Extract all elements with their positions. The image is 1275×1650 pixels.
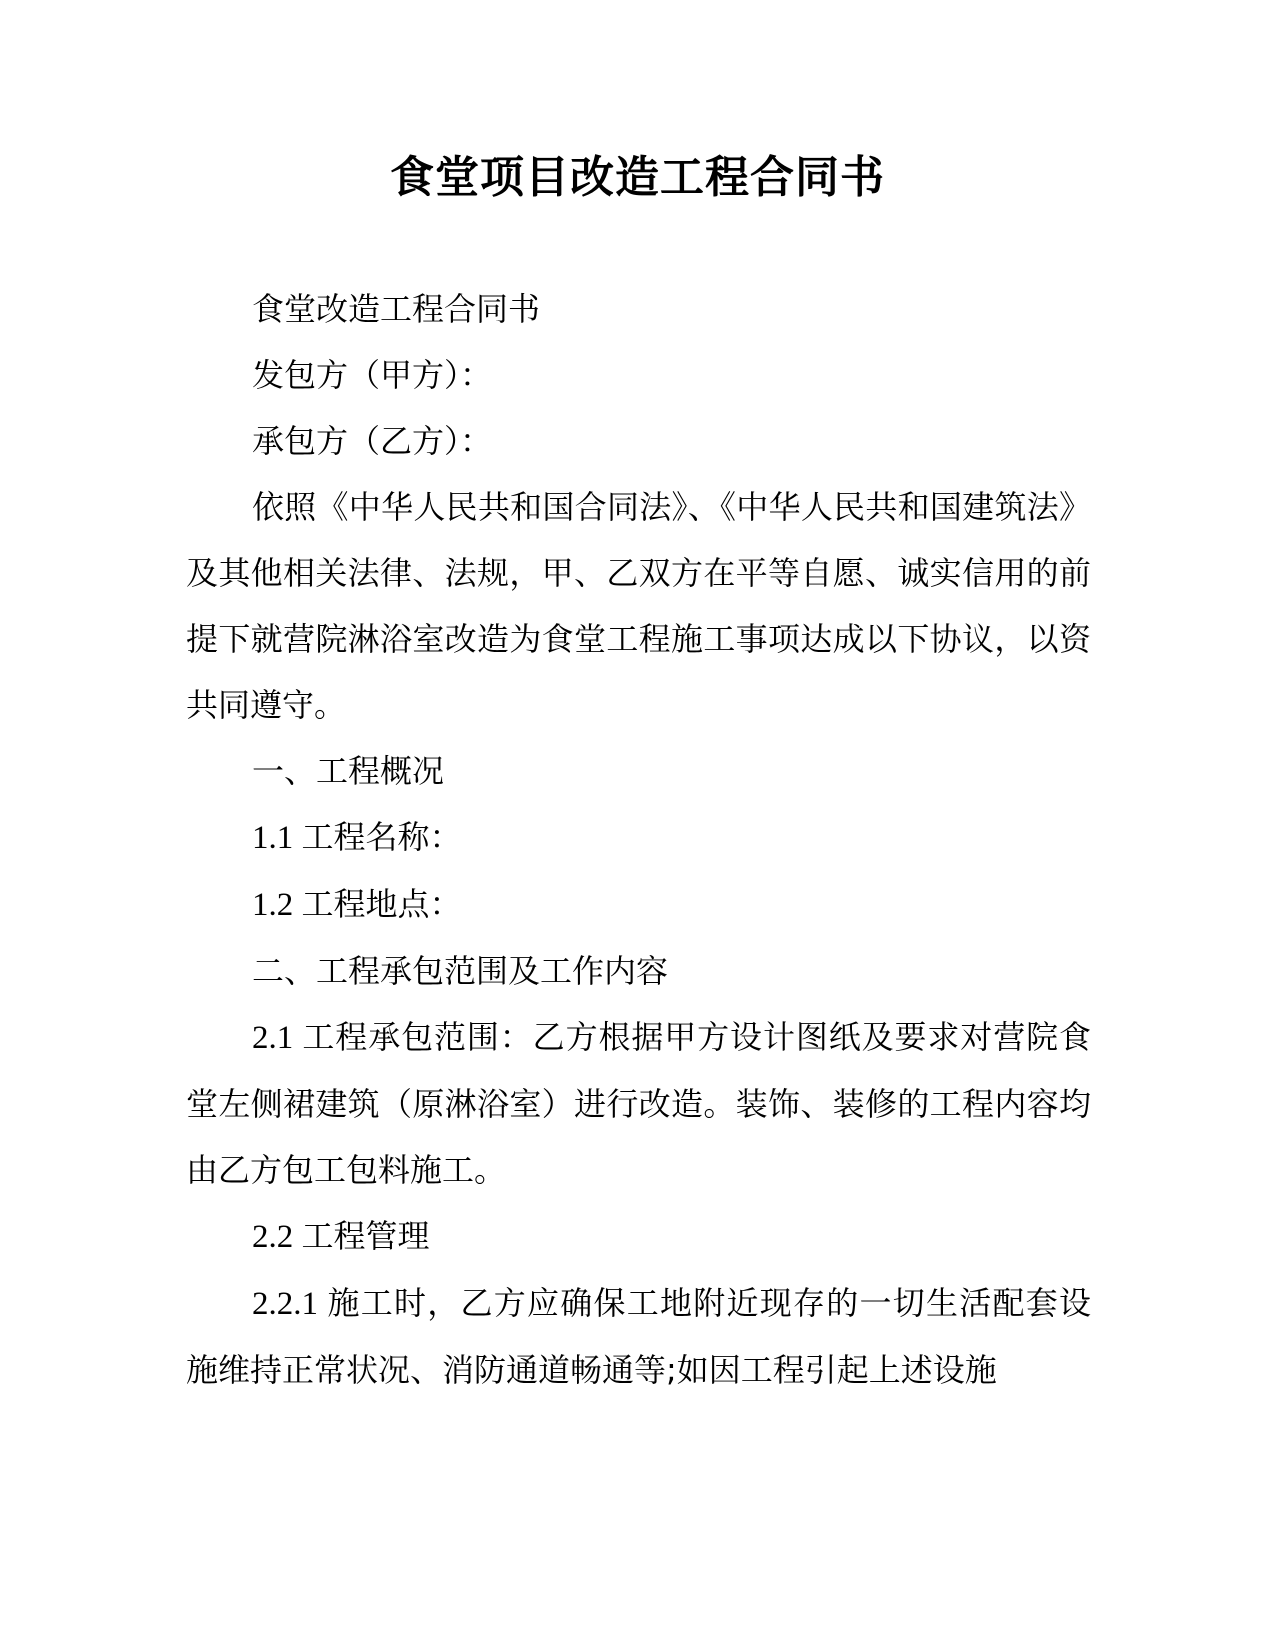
clause-1-2	[186, 871, 1091, 938]
clause-number: 1.2	[252, 887, 302, 923]
clause-2-2	[186, 1203, 1091, 1270]
subtitle-paragraph	[186, 276, 1091, 342]
clause-text: 工程管理	[301, 1217, 430, 1255]
section-heading-1	[186, 738, 1091, 804]
party-a-text: 发包方（甲方）：	[252, 356, 493, 394]
clause-number: 2.2.1	[252, 1286, 328, 1322]
clause-number: 1.1	[252, 820, 302, 856]
clause-number: 2.1	[252, 1020, 303, 1056]
section-2-text: 二、工程承包范围及工作内容	[252, 952, 669, 990]
party-a-line	[186, 342, 1091, 408]
clause-text: 工程承包范围：乙方根据甲方设计图纸及要求对营院食堂左侧裙建筑（原淋浴室）进行改造。装饰、装修的工程内容均由乙方包工包料施工。	[186, 1018, 1091, 1189]
clause-text: 工程地点：	[301, 885, 462, 923]
party-b-text: 承包方（乙方）：	[252, 422, 493, 460]
subtitle-text: 食堂改造工程合同书	[252, 290, 541, 328]
clause-1-1	[186, 804, 1091, 871]
document-body	[186, 276, 1091, 1403]
clause-text: 工程名称：	[301, 818, 462, 856]
clause-2-2-1	[186, 1270, 1091, 1403]
section-1-text: 一、工程概况	[252, 752, 445, 790]
clause-2-1	[186, 1004, 1091, 1203]
clause-number: 2.2	[252, 1219, 302, 1255]
document-title: 食堂项目改造工程合同书	[390, 152, 885, 203]
preamble-text: 依照《中华人民共和国合同法》、《中华人民共和国建筑法》及其他相关法律、法规，甲、乙双方在平等自愿、诚实信用的前提下就营院淋浴室改造为食堂工程施工事项达成以下协议，以资共同遵守。	[186, 488, 1091, 724]
clause-text: 施工时，乙方应确保工地附近现存的一切生活配套设施维持正常状况、消防通道畅通等;如因工程引起上述设施	[186, 1284, 1091, 1389]
section-heading-2	[186, 938, 1091, 1004]
preamble-paragraph	[186, 474, 1091, 738]
party-b-line	[186, 408, 1091, 474]
